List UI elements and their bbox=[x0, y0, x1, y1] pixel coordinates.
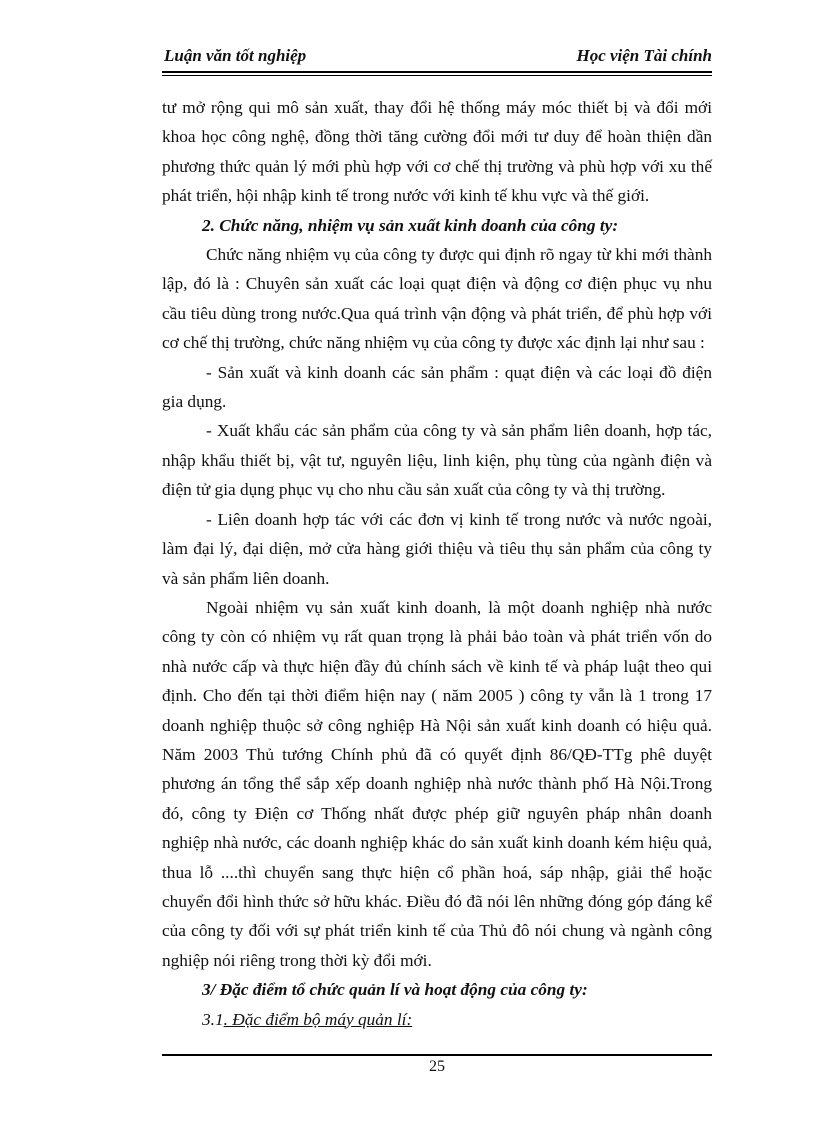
page-header bbox=[162, 44, 712, 70]
header-thesis-label: Luận văn tốt nghiệp bbox=[164, 46, 307, 65]
paragraph: Ngoài nhiệm vụ sản xuất kinh doanh, là một doanh nghiệp nhà nước công ty còn có nhiệm vụ rất quan trọng là phải bảo toàn và phát triển vốn do nhà nước cấp và thực hiện đầy đủ chính sách về kinh tế và pháp luật theo qui định. Cho đến tại thời điểm hiện nay ( năm 2005 ) công ty vẫn là 1 trong 17 doanh nghiệp thuộc sở công nghiệp Hà Nội sản xuất kinh doanh có hiệu quả. Năm 2003 Thủ tướng Chính phủ đã có quyết định 86/QĐ-TTg phê duyệt phương án tổng thể sắp xếp doanh nghiệp nhà nước thành phố Hà Nội.Trong đó, công ty Điện cơ Thống nhất được phép giữ nguyên pháp nhân doanh nghiệp nhà nước, các doanh nghiệp khác do sản xuất kinh doanh kém hiệu quả, thua lỗ ....thì chuyển sang thực hiện cổ phần hoá, sáp nhập, giải thể hoặc chuyển đổi hình thức sở hữu khác. Điều đó đã nói lên những đóng góp đáng kể của công ty đối với sự phát triển kinh tế của Thủ đô nói chung và ngành công nghiệp nói riêng trong thời kỳ đổi mới. bbox=[162, 597, 712, 970]
section-heading-3: 3/ Đặc điểm tổ chức quản lí và hoạt động của công ty: bbox=[202, 980, 588, 1000]
page-body bbox=[162, 93, 712, 1034]
list-item: - Sản xuất và kinh doanh các sản phẩm : quạt điện và các loại đồ điện gia dụng. bbox=[162, 362, 712, 412]
page-number: 25 bbox=[429, 1058, 445, 1075]
section-heading-2: 2. Chức năng, nhiệm vụ sản xuất kinh doanh của công ty: bbox=[202, 215, 619, 235]
header-rule bbox=[162, 71, 712, 73]
subsection-title: . Đặc điểm bộ máy quản lí: bbox=[223, 1009, 413, 1029]
list-item: - Liên doanh hợp tác với các đơn vị kinh tế trong nước và nước ngoài, làm đại lý, đại diện, mở cửa hàng giới thiệu và tiêu thụ sản phẩm của công ty và sản phẩm liên doanh. bbox=[162, 509, 712, 588]
subsection-number: 3.1 bbox=[202, 1009, 224, 1029]
footer-rule bbox=[162, 1054, 712, 1056]
list-item: - Xuất khẩu các sản phẩm của công ty và sản phẩm liên doanh, hợp tác, nhập khẩu thiết bị, vật tư, nguyên liệu, linh kiện, phụ tùng của ngành điện và điện tử gia dụng phục vụ cho nhu cầu sản xuất của công ty và thị trường. bbox=[162, 421, 712, 500]
paragraph: Chức năng nhiệm vụ của công ty được qui định rõ ngay từ khi mới thành lập, đó là : Chuyên sản xuất các loại quạt điện và động cơ điện phục vụ nhu cầu tiêu dùng trong nước.Qua quá trình vận động và phát triển, để phù hợp với cơ chế thị trường, chức năng nhiệm vụ của công ty được xác định lại như sau : bbox=[162, 245, 712, 353]
header-rule-thin bbox=[162, 75, 712, 76]
header-institution-label: Học viện Tài chính bbox=[576, 46, 712, 65]
subsection-heading-3-1 bbox=[162, 1005, 712, 1034]
paragraph: tư mở rộng qui mô sản xuất, thay đổi hệ thống máy móc thiết bị và đổi mới khoa học công nghệ, đồng thời tăng cường đổi mới tư duy để hoàn thiện dần phương thức quản lý mới phù hợp với cơ chế thị trường và phù hợp với xu thế phát triển, hội nhập kinh tế trong nước với kinh tế khu vực và thế giới. bbox=[162, 98, 712, 206]
